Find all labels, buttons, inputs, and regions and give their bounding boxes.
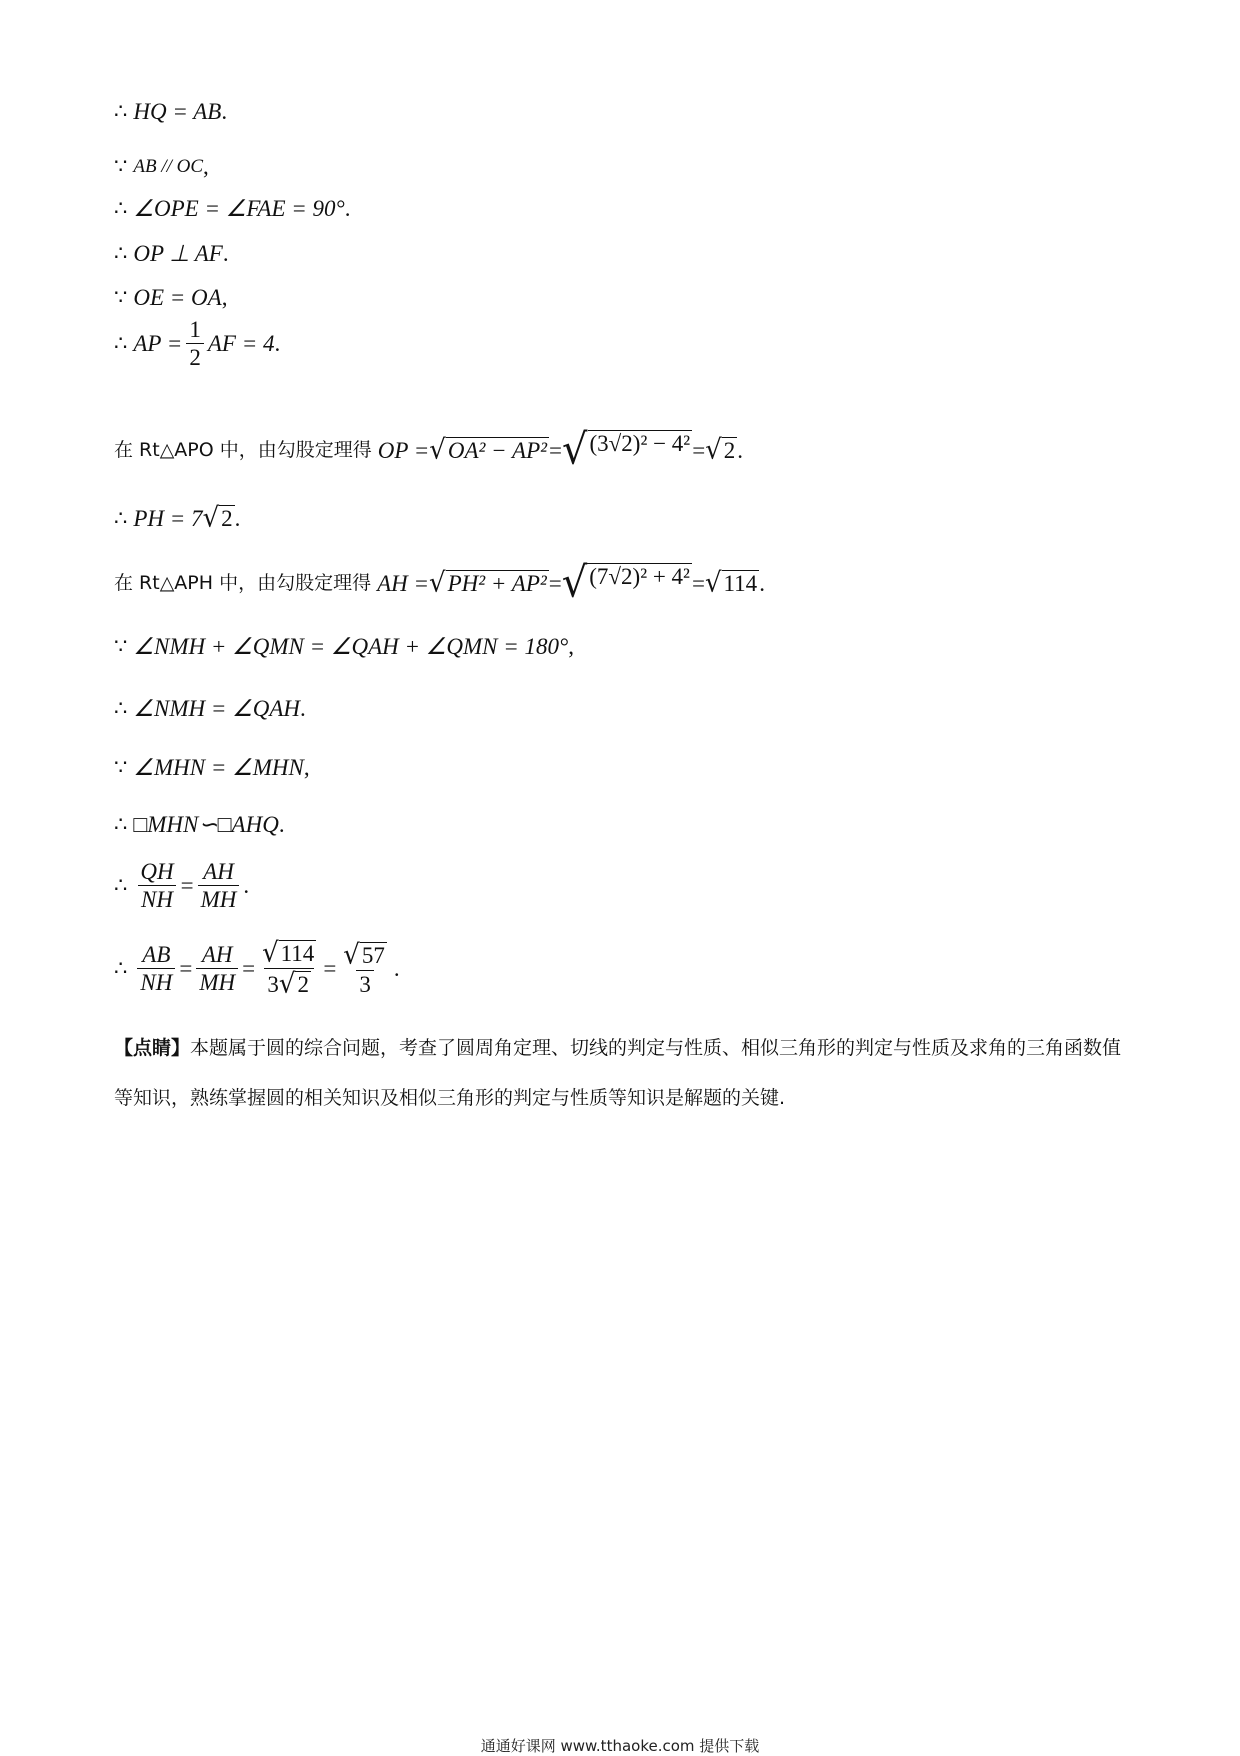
commentary-paragraph bbox=[114, 1023, 1124, 1123]
equals-sign: = bbox=[692, 437, 706, 463]
math-expression: □MHN∽□AHQ bbox=[133, 812, 279, 837]
fraction-numerator: QH bbox=[140, 859, 174, 884]
text-prefix: 在 Rt△APO 中，由勾股定理得 bbox=[114, 438, 372, 461]
proof-line-2 bbox=[114, 155, 209, 178]
line-end: . bbox=[234, 505, 241, 531]
because-symbol: ∵ bbox=[114, 634, 128, 658]
line-end: . bbox=[274, 331, 281, 356]
line-end: . bbox=[222, 241, 229, 266]
fraction-denominator: 3 √ 2 bbox=[264, 968, 314, 997]
math-lhs: AH = bbox=[377, 570, 430, 596]
fraction bbox=[340, 938, 390, 997]
math-lhs: OP = bbox=[377, 437, 430, 463]
fraction bbox=[137, 943, 175, 994]
radicand: 2 bbox=[723, 438, 736, 463]
square-root: √ 2 bbox=[202, 502, 233, 534]
equals-sign: = bbox=[548, 570, 562, 596]
proof-line-7 bbox=[114, 425, 744, 475]
page-footer: 通通好课网 www.tthaoke.com 提供下载 bbox=[480, 1737, 760, 1755]
math-expression: OP ⊥ AF bbox=[133, 241, 223, 266]
fraction-numerator: AH bbox=[203, 859, 234, 884]
proof-line-13 bbox=[114, 813, 285, 836]
equals-sign: = bbox=[549, 437, 562, 463]
fraction bbox=[186, 318, 204, 369]
square-root: √ PH² + AP² bbox=[429, 567, 547, 599]
therefore-symbol: ∴ bbox=[114, 696, 128, 720]
line-end: . bbox=[737, 437, 744, 463]
math-expression: ∠NMH + ∠QMN = ∠QAH + ∠QMN = 180° bbox=[133, 634, 569, 659]
proof-line-1 bbox=[114, 100, 227, 123]
radicand: OA² − AP² bbox=[447, 438, 548, 463]
math-expression: ∠NMH = ∠QAH bbox=[133, 696, 301, 721]
radicand: PH² + AP² bbox=[447, 571, 547, 596]
radicand: 114 bbox=[723, 571, 758, 596]
radicand: 2 bbox=[297, 972, 309, 997]
line-end: . bbox=[344, 196, 351, 221]
line-end: . bbox=[221, 99, 228, 124]
therefore-symbol: ∴ bbox=[114, 196, 128, 220]
square-root: √ 114 bbox=[704, 567, 758, 599]
therefore-symbol: ∴ bbox=[114, 812, 128, 836]
fraction bbox=[137, 860, 176, 911]
fraction-denominator: MH bbox=[198, 885, 240, 911]
equals-sign: = bbox=[242, 956, 256, 981]
fraction-numerator: √ 114 bbox=[262, 937, 315, 969]
fraction-numerator: AH bbox=[201, 942, 233, 967]
square-root: √ OA² − AP² bbox=[429, 434, 548, 466]
line-end: . bbox=[759, 570, 765, 596]
square-root: √ 2 bbox=[705, 434, 736, 466]
commentary-text: 本题属于圆的综合问题，考查了圆周角定理、切线的判定与性质、相似三角形的判定与性质及求角的三角函数值等知识，熟练掌握圆的相关知识及相似三角形的判定与性质等知识是解题的关键. bbox=[114, 1037, 1122, 1109]
radicand: 57 bbox=[361, 942, 385, 968]
therefore-symbol: ∴ bbox=[114, 99, 128, 123]
proof-line-6 bbox=[114, 318, 280, 369]
text-prefix: 在 Rt△APH 中，由勾股定理得 bbox=[114, 571, 372, 594]
radicand: 114 bbox=[280, 941, 315, 966]
equals-sign: = bbox=[323, 956, 337, 981]
fraction bbox=[259, 937, 319, 1000]
line-end: . bbox=[300, 696, 306, 721]
fraction-numerator: √ 57 bbox=[343, 938, 385, 971]
math-lhs: AP = bbox=[133, 331, 183, 356]
line-end: , bbox=[568, 634, 574, 659]
line-end: , bbox=[303, 755, 310, 780]
fraction-denominator: NH bbox=[138, 885, 176, 911]
because-symbol: ∵ bbox=[114, 285, 128, 309]
math-expression: HQ = AB bbox=[133, 99, 222, 124]
fraction-numerator: 1 bbox=[189, 317, 201, 342]
therefore-symbol: ∴ bbox=[114, 331, 128, 355]
equals-sign: = bbox=[180, 873, 194, 898]
because-symbol: ∵ bbox=[114, 154, 128, 178]
math-expression: ∠MHN = ∠MHN bbox=[133, 755, 304, 780]
proof-line-5 bbox=[114, 286, 227, 309]
fraction bbox=[196, 943, 238, 994]
radicand: (7√2)² + 4² bbox=[587, 563, 692, 603]
math-expression: OE = OA bbox=[133, 285, 222, 310]
line-end: , bbox=[203, 154, 209, 179]
fraction bbox=[198, 860, 240, 911]
fraction-denominator: 2 bbox=[186, 343, 204, 369]
fraction-numerator: AB bbox=[142, 942, 171, 967]
math-lhs: PH = 7 bbox=[133, 505, 203, 531]
math-expression: AB // OC bbox=[133, 156, 204, 177]
proof-line-15 bbox=[114, 937, 400, 1000]
radicand: (3√2)² − 4² bbox=[588, 430, 693, 470]
proof-line-8 bbox=[114, 502, 241, 534]
commentary-label: 【点睛】 bbox=[114, 1037, 191, 1059]
proof-line-12 bbox=[114, 756, 310, 779]
proof-line-3 bbox=[114, 197, 351, 220]
therefore-symbol: ∴ bbox=[114, 505, 128, 530]
therefore-symbol: ∴ bbox=[114, 241, 128, 265]
fraction-denominator: NH bbox=[137, 968, 175, 994]
line-end: . bbox=[243, 873, 250, 898]
coefficient: 3 bbox=[267, 972, 279, 997]
proof-line-14 bbox=[114, 860, 249, 911]
proof-line-4 bbox=[114, 242, 229, 265]
line-end: . bbox=[278, 812, 285, 837]
square-root: √ (3√2)² − 4² bbox=[562, 425, 691, 475]
equals-sign: = bbox=[179, 956, 193, 981]
fraction-denominator: 3 bbox=[356, 970, 374, 996]
math-expression: ∠OPE = ∠FAE = 90° bbox=[133, 196, 345, 221]
therefore-symbol: ∴ bbox=[114, 873, 128, 897]
because-symbol: ∵ bbox=[114, 755, 128, 779]
line-end: . bbox=[393, 956, 400, 981]
proof-line-10 bbox=[114, 635, 574, 658]
line-end: , bbox=[221, 285, 228, 310]
radicand: 2 bbox=[221, 506, 233, 531]
fraction-denominator: MH bbox=[196, 968, 238, 994]
proof-line-11 bbox=[114, 697, 306, 720]
therefore-symbol: ∴ bbox=[114, 956, 128, 980]
math-rhs: AF = 4 bbox=[207, 331, 275, 356]
proof-line-9 bbox=[114, 558, 765, 608]
square-root: √ (7√2)² + 4² bbox=[561, 558, 690, 608]
equals-sign: = bbox=[691, 570, 705, 596]
